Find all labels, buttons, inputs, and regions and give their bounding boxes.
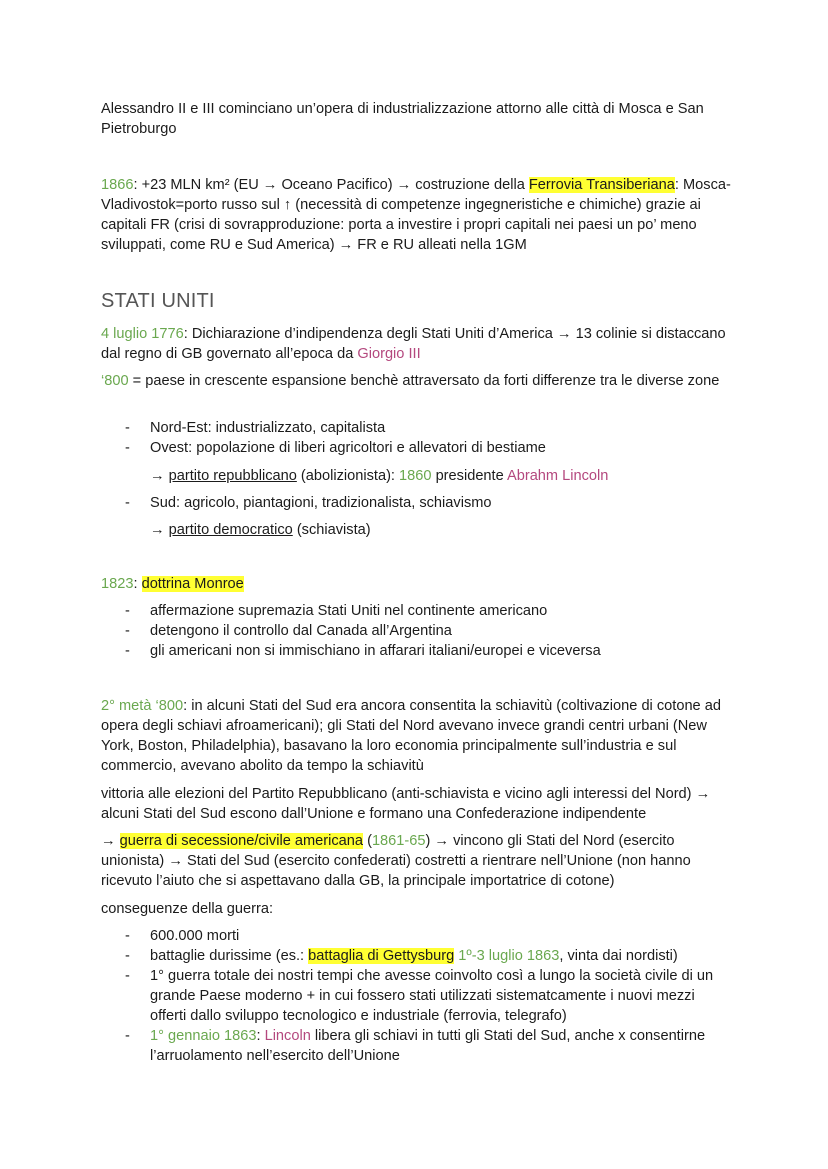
war-paragraph (101, 831, 731, 891)
date-800: ‘800 (101, 373, 129, 389)
russia-text-2: : Mosca-Vladivostok=porto russo sul ↑ (necessità di competenze ingegneristiche e chimiche) grazie ai capitali FR (crisi di sovrapproduzione: porta a investire i propri capitali nei paesi un po’ meno sviluppati, come RU e Sud America) → FR e RU alleati nella 1GM (101, 177, 731, 253)
war-text-a: ( (363, 833, 372, 849)
elections-paragraph (101, 784, 731, 824)
list-item: - gli americani non si immischiano in affarari italiani/europei e viceversa (101, 641, 731, 661)
section-heading-stati-uniti: STATI UNITI (101, 290, 215, 312)
ottocento-paragraph (101, 371, 731, 391)
republican-text: (abolizionista): (296, 468, 400, 484)
independence-paragraph (101, 324, 731, 364)
russia-text-1: : +23 MLN km² (EU → Oceano Pacifico) → costruzione della (133, 177, 529, 193)
list-item (101, 946, 731, 966)
person-giorgio-iii: Giorgio III (357, 346, 421, 362)
separator: : (256, 1028, 265, 1044)
elections-text: vittoria alle elezioni del Partito Repubblicano (anti-schiavista e vicino agli interessi del Nord) → alcuni Stati del Sud escono dall’Unione e formano una Confederazione indipendente (101, 786, 711, 822)
ottocento-text: = paese in crescente espansione benchè attraversato da forti differenze tra le diverse zone (128, 373, 720, 389)
battles-text-2: , vinta dai nordisti) (559, 948, 678, 964)
intro-paragraph (101, 99, 731, 139)
person-lincoln: Lincoln (264, 1028, 311, 1044)
date-1866: 1866 (101, 177, 134, 193)
separator: : (133, 576, 142, 592)
list-item: - 1° guerra totale dei nostri tempi che avesse coinvolto così a lungo la società civile di un grande Paese moderno + in cui fossero stati utilizzati sistematcamente i nuovi mezzi offerti dallo sviluppo tecnologico e industriale (ferrovia, telegrafo) (101, 966, 731, 1026)
secession-text: : in alcuni Stati del Sud era ancora consentita la schiavitù (coltivazione di cotone ad opera degli schiavi afroamericani); gli Stati del Nord avevano invece grandi centri urbani (New York, Boston, Philadelphia), basavano la loro economia principalmente sull’industria e sul commercio, avevano abolito da tempo la schiavitù (101, 698, 721, 774)
highlight-guerra-secessione: guerra di secessione/civile americana (119, 833, 364, 849)
independence-text: : Dichiarazione d’indipendenza degli Stati Uniti d’America → 13 colinie si distaccano dal regno di GB governato all’epoca da (101, 326, 726, 362)
list-item: - 600.000 morti (101, 926, 731, 946)
list-item: - affermazione supremazia Stati Uniti nel continente americano (101, 601, 731, 621)
arrow: → (150, 522, 169, 538)
democratic-line (101, 520, 780, 540)
republican-line (101, 466, 780, 486)
highlight-dottrina-monroe: dottrina Monroe (141, 576, 244, 592)
party-democratico: partito democratico (168, 522, 293, 538)
party-repubblicano: partito repubblicano (168, 468, 297, 484)
democratic-text: (schiavista) (292, 522, 371, 538)
emancipation-text: libera gli schiavi in tutti gli Stati del Sud, anche x consentirne l’arruolamento nell’esercito dell’Unione (150, 1028, 706, 1064)
date-1860: 1860 (399, 468, 432, 484)
date-1823: 1823 (101, 576, 134, 592)
arrow: → (150, 468, 169, 484)
date-1776: 4 luglio 1776 (101, 326, 184, 342)
list-item: - detengono il controllo dal Canada all’Argentina (101, 621, 731, 641)
arrow: → (101, 833, 120, 849)
battles-text: battaglie durissime (es.: (150, 948, 309, 964)
secession-paragraph (101, 696, 731, 776)
list-item: - Ovest: popolazione di liberi agricoltori e allevatori di bestiame (101, 438, 731, 458)
intro-text: Alessandro II e III cominciano un’opera di industrializzazione attorno alle città di Mosca e San Pietroburgo (101, 101, 704, 137)
highlight-gettysburg: battaglia di Gettysburg (308, 948, 455, 964)
consequences-list (101, 926, 731, 1066)
list-item (101, 1026, 731, 1066)
republican-text-2: presidente (431, 468, 507, 484)
south-list (101, 493, 731, 513)
date-1863: 1° gennaio 1863 (150, 1028, 257, 1044)
date-gettysburg: 1º-3 luglio 1863 (454, 948, 560, 964)
list-item: - Nord-Est: industrializzato, capitalista (101, 418, 731, 438)
consequences-label: conseguenze della guerra: (101, 901, 274, 917)
list-item: - Sud: agricolo, piantagioni, tradizionalista, schiavismo (101, 493, 731, 513)
monroe-list (101, 601, 731, 661)
zones-list (101, 418, 731, 458)
date-1861-65: 1861-65 (371, 833, 426, 849)
monroe-heading (101, 574, 731, 594)
russia-paragraph (101, 175, 731, 255)
person-lincoln: Abrahm Lincoln (506, 468, 609, 484)
date-seconda-meta-800: 2° metà ‘800 (101, 698, 184, 714)
highlight-transiberiana: Ferrovia Transiberiana (528, 177, 675, 193)
war-text-b: ) → vincono gli Stati del Nord (esercito unionista) → Stati del Sud (esercito confederati) costretti a rientrare nell’Unione (non hanno ricevuto l’aiuto che si aspettavano dalla GB, la principale importatrice di cotone) (101, 833, 691, 889)
